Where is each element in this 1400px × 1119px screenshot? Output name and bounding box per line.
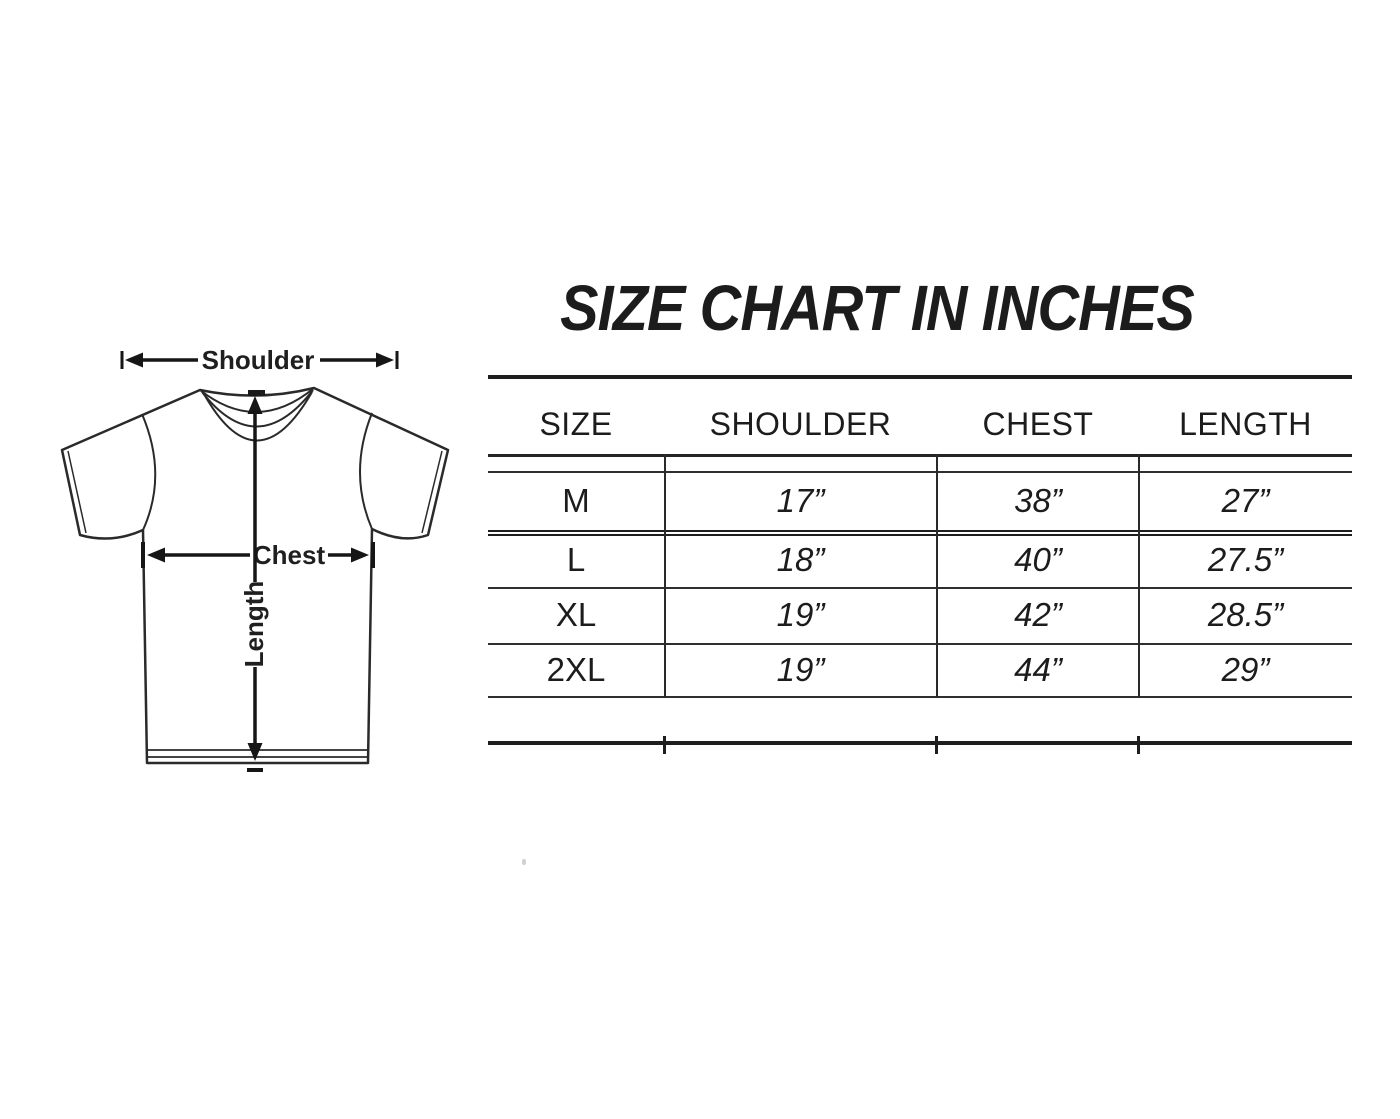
measurement-value: 44” xyxy=(1014,650,1062,688)
table-rule-4 xyxy=(488,696,1352,698)
table-row-xl xyxy=(488,588,1352,642)
artifact-speck xyxy=(522,859,526,865)
measurement-value: 27” xyxy=(1221,482,1270,519)
neck-tab xyxy=(248,390,265,396)
measurement-value: 27.5” xyxy=(1207,540,1284,578)
measurement-value: 29” xyxy=(1221,650,1270,688)
header-cell-shoulder: SHOULDER xyxy=(709,405,892,442)
header-cell-size: SIZE xyxy=(539,405,613,442)
measurement-value: 40” xyxy=(1014,540,1062,578)
table-rule-top xyxy=(488,375,1352,379)
measurement-value: 19” xyxy=(776,650,825,688)
measurement-value: 38” xyxy=(1014,482,1062,519)
size-label: XL xyxy=(555,596,597,633)
table-column-tick-1 xyxy=(663,736,666,754)
table-rule-bottom xyxy=(488,741,1352,745)
table-rule-under-header xyxy=(488,454,1352,457)
table-row-l xyxy=(488,533,1352,586)
table-column-tick-2 xyxy=(935,736,938,754)
header-cell-chest: CHEST xyxy=(982,405,1094,442)
measurement-value: 18” xyxy=(776,540,825,578)
size-label: M xyxy=(562,482,590,519)
measurement-value: 19” xyxy=(776,596,825,633)
table-row-2xl xyxy=(488,644,1352,695)
length-dimension-label: Length xyxy=(239,580,269,668)
table-row-m xyxy=(488,473,1352,529)
measurement-value: 42” xyxy=(1014,596,1062,633)
shoulder-dimension-label: Shoulder xyxy=(201,345,315,375)
chest-dimension-label: Chest xyxy=(252,540,326,570)
measurement-value: 28.5” xyxy=(1207,596,1284,633)
tshirt-diagram xyxy=(30,330,470,790)
table-column-tick-3 xyxy=(1137,736,1140,754)
size-label: L xyxy=(566,540,586,578)
header-cell-length: LENGTH xyxy=(1179,405,1312,442)
size-chart-title: SIZE CHART IN INCHES xyxy=(560,272,1194,344)
measurement-value: 17” xyxy=(776,482,825,519)
size-label: 2XL xyxy=(546,650,606,688)
table-header-row xyxy=(488,398,1352,450)
